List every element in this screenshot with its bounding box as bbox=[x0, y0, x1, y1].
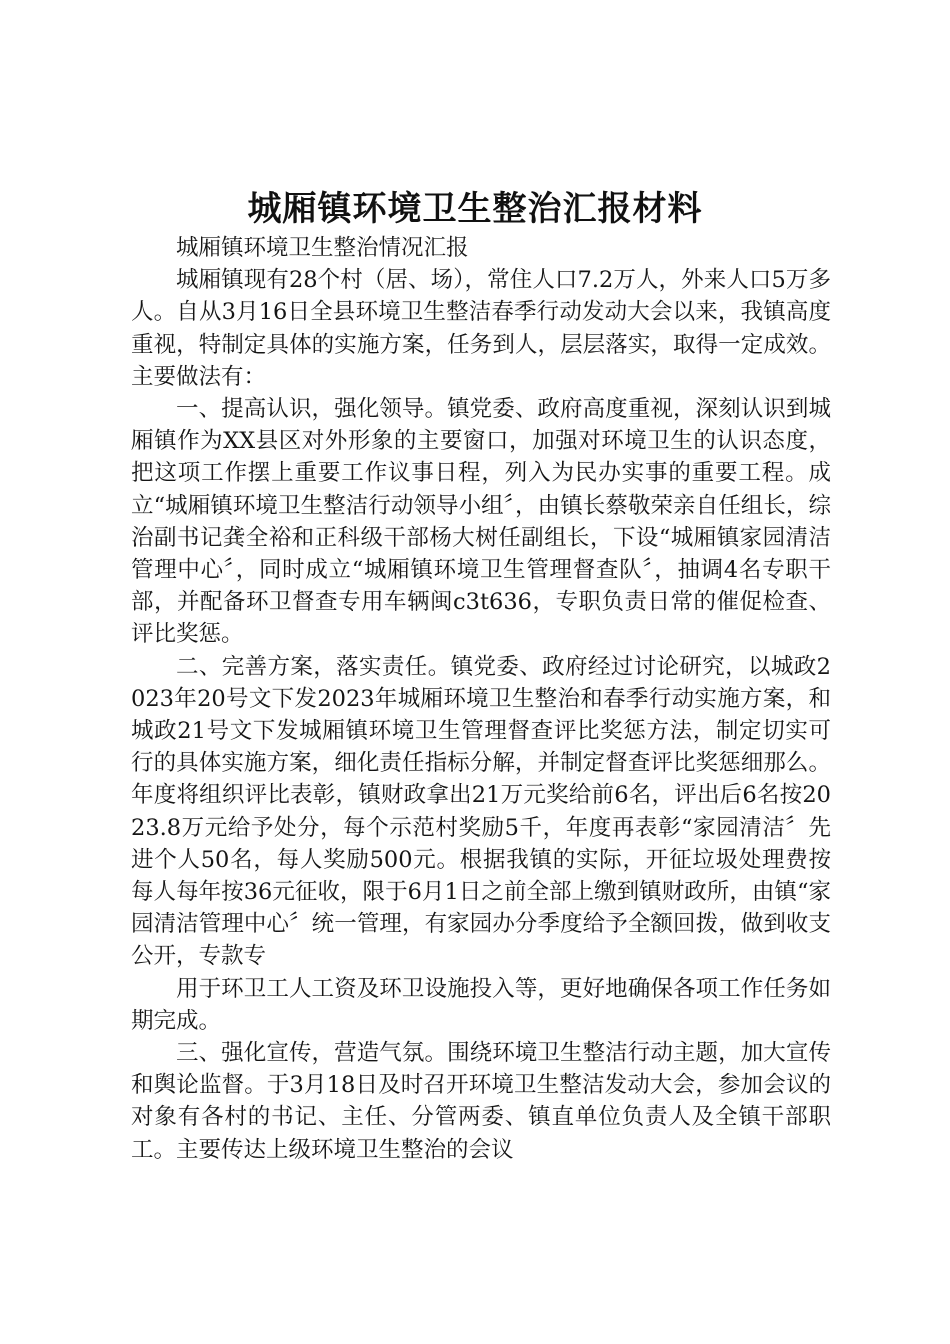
paragraph-section-2: 二、完善方案，落实责任。镇党委、政府经过讨论研究，以城政2023年20号文下发2023年城厢环境卫生整治和春季行动实施方案，和城政21号文下发城厢镇环境卫生管理督查评比奖惩方法，制定切实可行的具体实施方案，细化责任指标分解，并制定督查评比奖惩细那么。年度将组织评比表彰，镇财政拿出21万元奖给前6名，评出后6名按2023.8万元给予处分，每个示范村奖励5千，年度再表彰“家园清洁〞先进个人50名，每人奖励500元。根据我镇的实际，开征垃圾处理费按每人每年按36元征收，限于6月1日之前全部上缴到镇财政所，由镇“家园清洁管理中心〞统一管理，有家园办分季度给予全额回拨，做到收支公开，专款专 bbox=[131, 653, 831, 970]
paragraph-section-3: 三、强化宣传，营造气氛。围绕环境卫生整洁行动主题，加大宣传和舆论监督。于3月18日及时召开环境卫生整洁发动大会，参加会议的对象有各村的书记、主任、分管两委、镇直单位负责人及全镇干部职工。主要传达上级环境卫生整治的会议 bbox=[131, 1040, 831, 1163]
paragraph-subtitle: 城厢镇环境卫生整治情况汇报 bbox=[176, 235, 469, 261]
paragraph-section-2-continued: 用于环卫工人工资及环卫设施投入等，更好地确保各项工作任务如期完成。 bbox=[131, 975, 831, 1034]
paragraph-intro: 城厢镇现有28个村（居、场），常住人口7.2万人，外来人口5万多人。自从3月16日全县环境卫生整洁春季行动发动大会以来，我镇高度重视，特制定具体的实施方案，任务到人，层层落实，取得一定成效。主要做法有： bbox=[131, 267, 831, 390]
document-title: 城厢镇环境卫生整治汇报材料 bbox=[247, 189, 703, 229]
paragraph-section-1: 一、提高认识，强化领导。镇党委、政府高度重视，深刻认识到城厢镇作为XX县区对外形象的主要窗口，加强对环境卫生的认识态度，把这项工作摆上重要工作议事日程，列入为民办实事的重要工程。成立“城厢镇环境卫生整洁行动领导小组〞，由镇长蔡敬荣亲自任组长，综治副书记龚全裕和正科级干部杨大树任副组长，下设“城厢镇家园清洁管理中心〞，同时成立“城厢镇环境卫生管理督查队〞，抽调4名专职干部，并配备环卫督查专用车辆闽c3t636，专职负责日常的催促检查、评比奖惩。 bbox=[131, 396, 831, 648]
document-body bbox=[131, 232, 831, 1166]
